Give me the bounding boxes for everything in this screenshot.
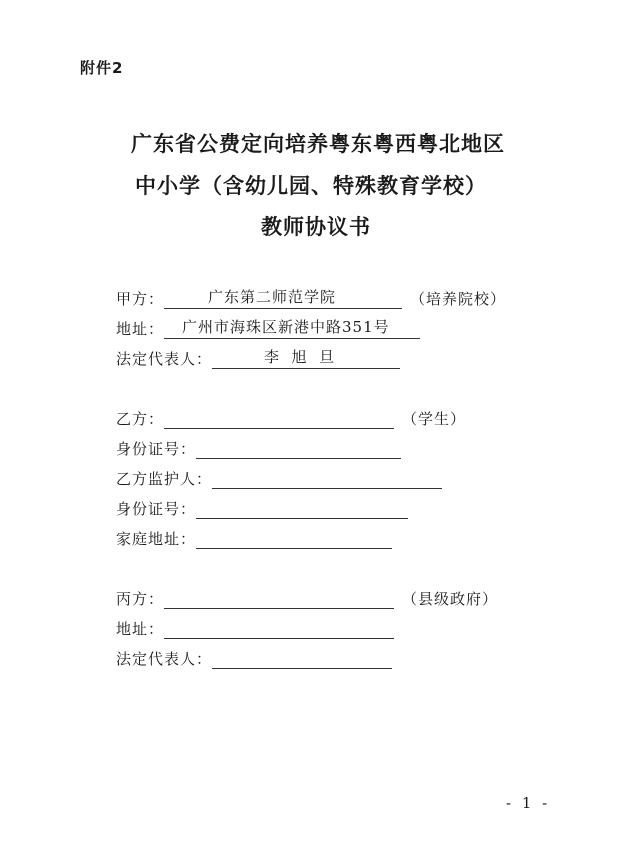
party-c-address-row xyxy=(116,617,394,639)
party-b-name-suffix: （学生） xyxy=(402,410,467,428)
party-b-name-row xyxy=(116,407,466,429)
party-c-name-field[interactable] xyxy=(164,588,394,609)
party-a-address-value: 广州市海珠区新港中路351号 xyxy=(182,318,390,336)
party-c-address-field[interactable] xyxy=(164,618,394,639)
party-b-id-row xyxy=(116,437,401,459)
party-c-name-label: 丙方： xyxy=(116,590,165,608)
party-b-id-label: 身份证号： xyxy=(116,440,197,458)
party-a-rep-row xyxy=(116,347,400,369)
party-b-guardian-id-field[interactable] xyxy=(196,498,408,519)
party-a-address-label: 地址： xyxy=(116,320,165,338)
party-b-home-field[interactable] xyxy=(196,528,392,549)
party-a-rep-label: 法定代表人： xyxy=(116,350,213,368)
document-title-line-3: 教师协议书 xyxy=(261,215,371,239)
party-b-home-label: 家庭地址： xyxy=(116,530,197,548)
party-b-home-row xyxy=(116,527,392,549)
party-c-rep-label: 法定代表人： xyxy=(116,650,213,668)
party-c-address-label: 地址： xyxy=(116,620,165,638)
party-a-name-row xyxy=(116,287,506,309)
document-title-line-2: 中小学（含幼儿园、特殊教育学校） xyxy=(135,174,487,198)
party-c-rep-row xyxy=(116,647,392,669)
party-c-rep-field[interactable] xyxy=(212,648,392,669)
party-a-name-suffix: （培养院校） xyxy=(410,290,507,308)
party-b-id-field[interactable] xyxy=(196,438,401,459)
party-b-guardian-id-row xyxy=(116,497,408,519)
party-a-name-value: 广东第二师范学院 xyxy=(208,288,337,306)
party-b-guardian-field[interactable] xyxy=(212,468,442,489)
party-a-name-field[interactable] xyxy=(164,288,402,309)
party-a-rep-field[interactable] xyxy=(212,348,400,369)
party-c-name-row xyxy=(116,587,498,609)
party-a-address-field[interactable] xyxy=(164,318,420,339)
party-b-guardian-label: 乙方监护人： xyxy=(116,470,213,488)
party-b-guardian-id-label: 身份证号： xyxy=(116,500,197,518)
party-a-address-row xyxy=(116,317,420,339)
party-b-name-field[interactable] xyxy=(164,408,394,429)
page-number: - 1 - xyxy=(506,794,551,812)
party-b-name-label: 乙方： xyxy=(116,410,165,428)
party-a-name-label: 甲方： xyxy=(116,290,165,308)
party-c-name-suffix: （县级政府） xyxy=(402,590,499,608)
attachment-label: 附件2 xyxy=(80,59,124,77)
document-title-line-1: 广东省公费定向培养粤东粤西粤北地区 xyxy=(131,132,505,156)
party-a-rep-value: 李 旭 旦 xyxy=(264,348,336,366)
party-b-guardian-row xyxy=(116,467,442,489)
